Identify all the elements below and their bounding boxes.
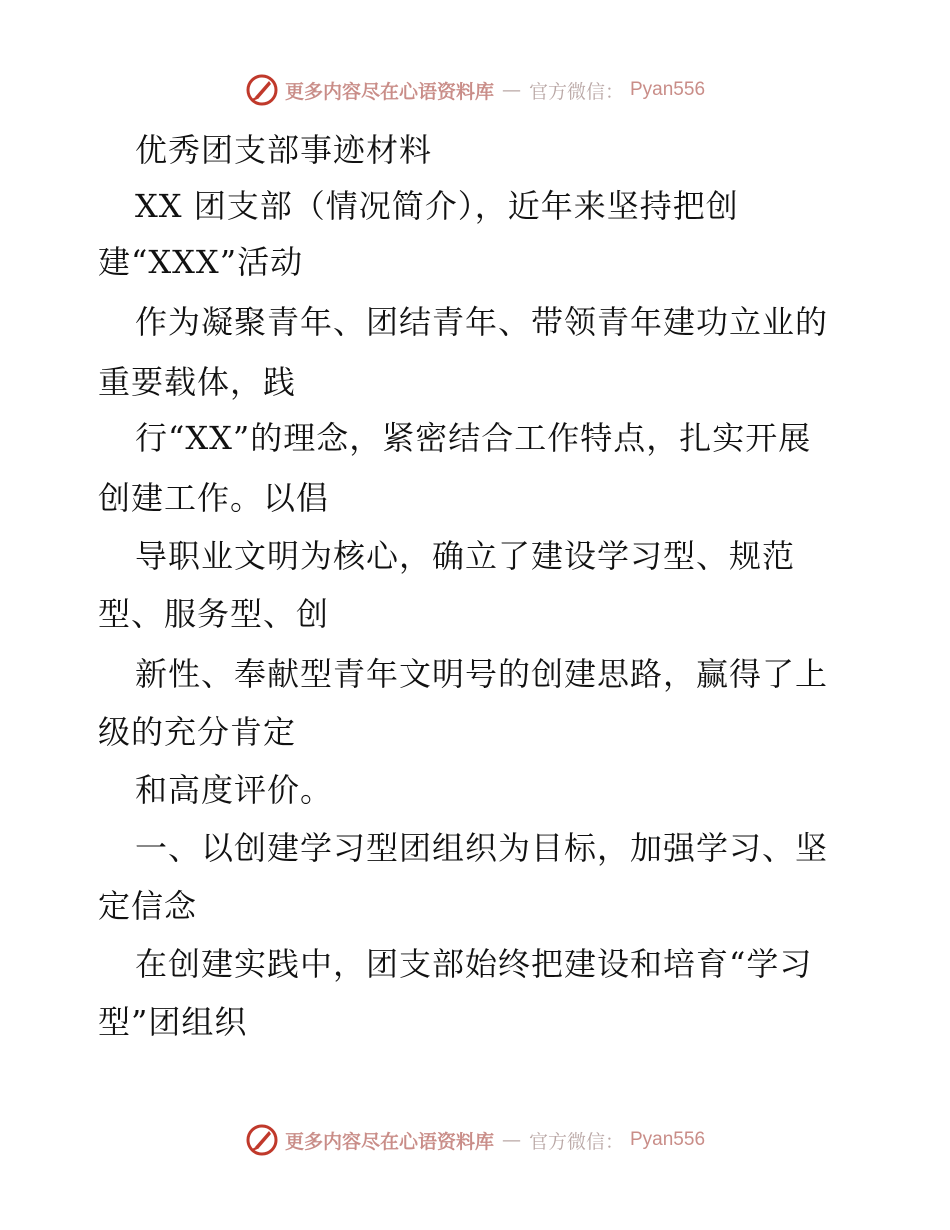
header-banner-inner — [245, 73, 705, 107]
banner-wechat-id: Pyan556 — [630, 1129, 706, 1150]
section-heading-continued: 定信念 — [98, 887, 198, 925]
paragraph-line: 行“XX”的理念，紧密结合工作特点，扎实开展 — [135, 419, 812, 457]
banner-dash: — — [501, 1129, 521, 1151]
banner-dash: — — [501, 79, 521, 101]
banner-wechat-id: Pyan556 — [630, 79, 706, 100]
paragraph-line: 建“XXX”活动 — [98, 243, 304, 281]
section-heading: 一、以创建学习型团组织为目标，加强学习、坚 — [135, 829, 829, 867]
paragraph-line: 级的充分肯定 — [98, 713, 297, 751]
banner-text: 更多内容尽在心语资料库 — [284, 80, 494, 103]
paragraph-line: 在创建实践中，团支部始终把建设和培育“学习 — [135, 945, 813, 983]
paragraph-line: 创建工作。以倡 — [98, 479, 330, 517]
paragraph-line: 和高度评价。 — [135, 771, 334, 809]
banner-wechat-label: 官方微信： — [528, 80, 624, 103]
paragraph-line: 型”团组织 — [98, 1003, 248, 1041]
footer-banner — [0, 1120, 950, 1160]
quill-seal-icon — [245, 73, 279, 107]
paragraph-line: 型、服务型、创 — [98, 595, 330, 633]
paragraph-line: 新性、奉献型青年文明号的创建思路，赢得了上 — [135, 655, 829, 693]
paragraph-line: 重要载体，践 — [98, 363, 297, 401]
paragraph-line: 导职业文明为核心，确立了建设学习型、规范 — [135, 537, 796, 575]
banner-wechat-label: 官方微信： — [528, 1130, 624, 1153]
paragraph-line: XX 团支部（情况简介），近年来坚持把创 — [135, 187, 739, 225]
document-title: 优秀团支部事迹材料 — [135, 131, 433, 169]
header-banner — [0, 70, 950, 110]
banner-text: 更多内容尽在心语资料库 — [284, 1130, 494, 1153]
quill-seal-icon — [245, 1123, 279, 1157]
paragraph-line: 作为凝聚青年、团结青年、带领青年建功立业的 — [135, 303, 829, 341]
footer-banner-inner — [245, 1123, 705, 1157]
